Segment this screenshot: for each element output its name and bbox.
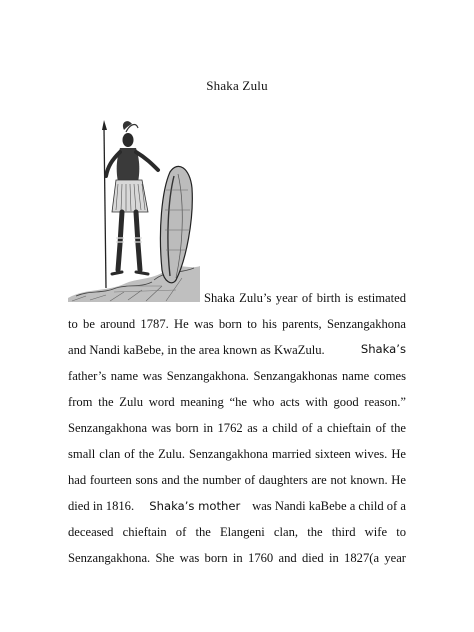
text-line-2: to be around 1787. He was born to his parents, Senzangakhona: [68, 317, 406, 331]
document-title: Shaka Zulu: [206, 78, 268, 93]
text-line-3-wrapper: [68, 344, 406, 357]
text-line-5: from the Zulu word meaning “he who acts with good reason.”: [68, 395, 406, 409]
text-line-9-wrapper: [68, 500, 406, 513]
text-line-3-bold-term: Shaka’s: [360, 342, 406, 356]
text-line-8: had fourteen sons and the number of daughters are not known. He: [68, 473, 406, 487]
text-line-9-tail: was Nandi kaBebe a child of a: [252, 499, 406, 513]
text-line-10: deceased chieftain of the Elangeni clan, the third wife to: [68, 525, 406, 539]
text-line-6: Senzangakhona was born in 1762 as a child of a chieftain of the: [68, 421, 406, 435]
text-line-9-bold-term: Shaka’s mother: [149, 499, 241, 513]
text-line-7: small clan of the Zulu. Senzangakhona married sixteen wives. He: [68, 447, 406, 461]
text-line-4: father’s name was Senzangakhona. Senzangakhonas name comes: [68, 369, 406, 383]
text-line-1: Shaka Zulu’s year of birth is estimated: [204, 291, 406, 305]
text-line-3: and Nandi kaBebe, in the area known as KwaZulu.: [68, 343, 325, 357]
text-line-11: Senzangakhona. She was born in 1760 and died in 1827(a year: [68, 551, 406, 565]
text-line-9: died in 1816.: [68, 499, 135, 513]
shaka-zulu-illustration: [66, 120, 202, 302]
